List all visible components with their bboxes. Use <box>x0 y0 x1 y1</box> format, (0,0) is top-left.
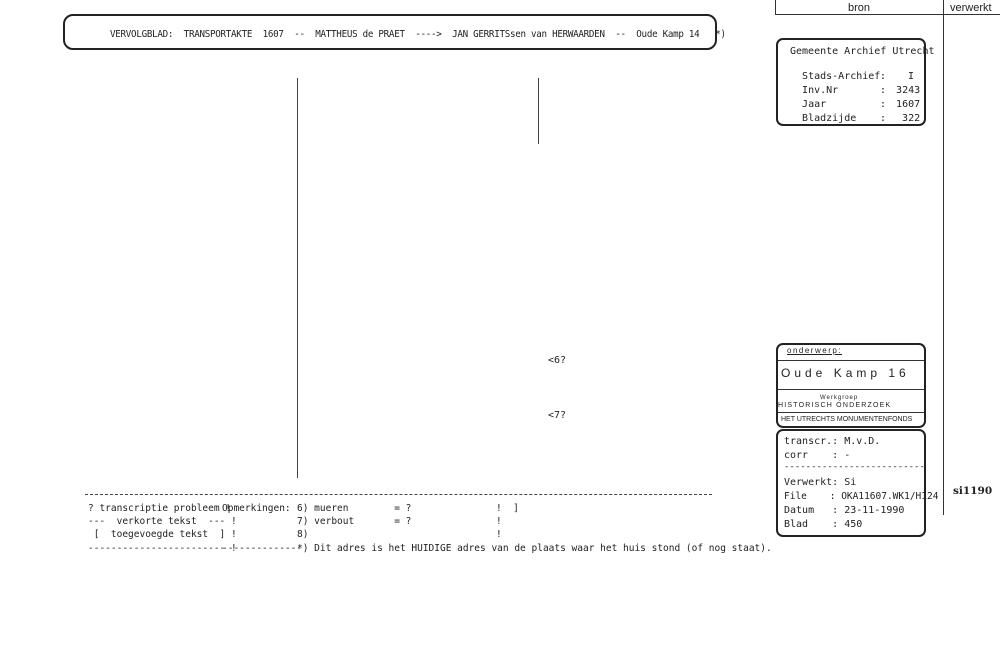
note-col3: ! <box>496 529 502 540</box>
archive-row-value: 3243 <box>896 85 921 96</box>
divider <box>778 412 924 413</box>
note-line: 7) verbout = ? <box>297 516 412 527</box>
legend-line: ? transcriptie probleem ! <box>88 503 231 514</box>
note-col3: ! ] <box>496 503 519 514</box>
opmerkingen-label: Opmerkingen: <box>222 503 291 514</box>
archive-row <box>790 102 920 124</box>
transcr-divider: -------------------------- <box>784 462 925 472</box>
note-line: 8) <box>297 529 309 540</box>
note-line: *) Dit adres is het HUIDIGE adres van de plaats waar het huis stond (of nog staat). <box>297 543 772 554</box>
blad-line: Blad : 450 <box>784 519 863 530</box>
legend-line: [ toegevoegde tekst ] ! <box>88 529 237 540</box>
archive-row-label: Inv.Nr <box>802 85 839 96</box>
column-border <box>775 0 776 14</box>
werkgroep-label: Werkgroep <box>820 395 859 401</box>
divider <box>778 360 924 361</box>
archive-row-label: Stads-Archief <box>802 71 881 82</box>
bron-header: bron <box>848 2 871 14</box>
archive-row-label: Bladzijde <box>802 113 857 124</box>
archive-row-value: 1607 <box>896 99 921 110</box>
verwerkt-header: verwerkt <box>950 2 992 14</box>
verwerkt-line: Verwerkt: Si <box>784 477 857 488</box>
archive-row-sep: : <box>880 113 887 124</box>
note-line: 6) mueren = ? <box>297 503 412 514</box>
archive-row-label: Jaar <box>802 99 827 110</box>
monumentenfonds-label: HET UTRECHTS MONUMENTENFONDS <box>781 416 913 423</box>
datum-line: Datum : 23-11-1990 <box>784 505 905 516</box>
transcr-line: transcr.: M.v.D. <box>784 436 881 447</box>
corr-line: corr : - <box>784 450 851 461</box>
file-line: File : OKA11607.WK1/H124 <box>784 491 939 502</box>
archive-row-value: 322 <box>902 113 921 124</box>
header-title: VERVOLGBLAD: TRANSPORTAKTE 1607 -- MATTHEUS de PRAET ----> JAN GERRITSsen van HERWAARDEN -- Oude Kamp 14 *) <box>110 29 726 40</box>
legend-line: ------------------------ ! <box>88 543 237 554</box>
onderwerp-label: onderwerp: <box>787 346 843 355</box>
archive-row-sep: : <box>880 85 887 96</box>
column-header-rule <box>775 14 1000 15</box>
opmerkingen-rule: -------------- <box>222 543 303 554</box>
marker-6: <6? <box>548 355 567 366</box>
archive-title: Gemeente Archief Utrecht <box>790 46 935 57</box>
footer-rule <box>85 494 712 495</box>
divider <box>778 389 924 390</box>
column-divider <box>943 0 944 515</box>
note-col3: ! <box>496 516 502 527</box>
content-divider-right <box>538 78 539 144</box>
archive-row-sep: : <box>880 99 887 110</box>
content-divider-left <box>297 78 298 478</box>
legend-line: --- verkorte tekst --- ! <box>88 516 237 527</box>
historisch-onderzoek-label: HISTORISCH ONDERZOEK <box>778 402 892 409</box>
onderwerp-value: Oude Kamp 16 <box>781 366 910 380</box>
marker-7: <7? <box>548 410 567 421</box>
archive-row-sep: : <box>880 71 887 82</box>
archive-row-value: I <box>908 71 915 82</box>
document-code: si1190 <box>953 485 993 497</box>
